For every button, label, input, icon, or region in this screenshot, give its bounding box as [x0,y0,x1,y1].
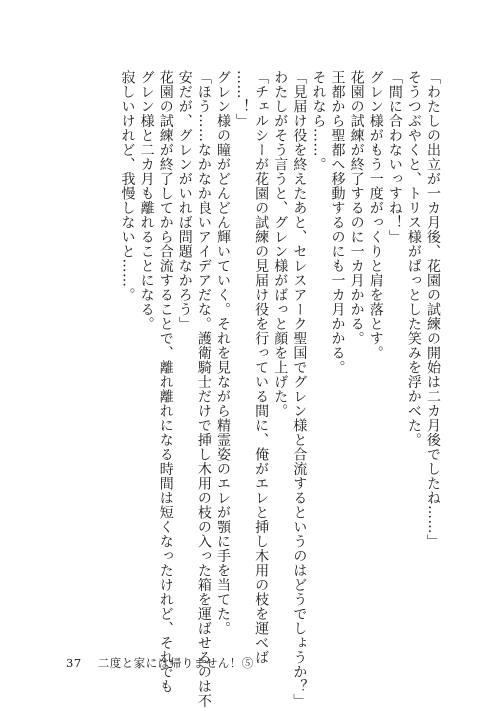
text-line: 「チェルシーが花園の試練の見届け役を行っている間に、俺がエレと挿し木用の枝を運べば [253,70,270,665]
text-line: 寂しいけれど、我慢しないと……。 [119,70,136,302]
text-line: 「ほう……なかなか良いアイデアだな。護衛騎士だけで挿し木用の枝の入った箱を運ばせるのは不 [195,70,212,708]
text-line: そうつぶやくと、トリス様がぱっとした笑みを浮かべた。 [405,70,422,447]
text-line: グレン様がもう一度がっくりと肩を落とす。 [367,70,384,360]
text-line: わたしがそう言うと、グレン様がばっと顔を上げた。 [272,70,289,418]
text-line: 花園の試練が終了するのに一カ月かかる。 [348,70,365,346]
text-line: 「見届け役を終えたあと、セレスアーク聖国でグレン様と合流するというのはどうでしょうか？」 [291,70,308,708]
text-line: グレン様の瞳がどんどん輝いていく。それを見ながら精霊姿のエレが顎に手を当てた。 [214,70,231,636]
text-line: 花園の試練が終了してから合流することで、離れ離れになる時間は短くなったけれど、それでも [157,70,174,694]
text-line: 安だが、グレンがいれば問題なかろう」 [176,70,193,331]
book-title: 二度と家には帰りません！⑤ [97,656,254,670]
text-line: それなら……。 [310,70,327,172]
text-line: 「間に合わないっすね！」 [386,70,403,244]
text-line: 「わたしの出立が一カ月後、花園の試練の開始は二カ月後でしたね……」 [425,70,441,549]
text-line: グレン様と二カ月も離れることになる。 [138,70,155,331]
text-line: 王都から聖都へ移動するのにも一カ月かかる。 [329,70,346,375]
text-line: ……！」 [234,70,251,128]
page-number: 37 [66,656,82,670]
page-footer [66,655,254,671]
